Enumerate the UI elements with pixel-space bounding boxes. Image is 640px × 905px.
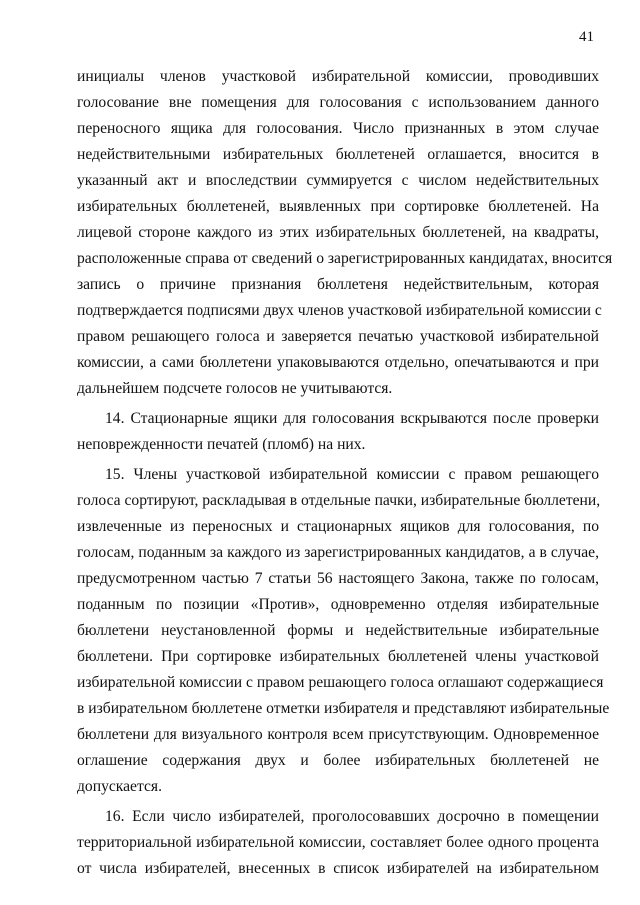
text-line: в избирательном бюллетене отметки избирателя и представляют избирательные [77, 700, 610, 717]
text-line: бюллетени неустановленной формы и недействительные избирательные [77, 622, 599, 639]
text-line: территориальной избирательной комиссии, составляет более одного процента [77, 834, 599, 851]
text-line: голосование вне помещения для голосования с использованием данного [77, 94, 599, 111]
body-text [77, 64, 613, 882]
paragraph-16 [77, 804, 599, 882]
text-line: 16. Если число избирателей, проголосовавших досрочно в помещении [105, 808, 599, 825]
text-line: избирательной комиссии с правом решающего голоса оглашают содержащиеся [77, 674, 604, 691]
text-line: поданным по позиции «Против», одновременно отделяя избирательные [77, 596, 599, 613]
text-line: правом решающего голоса и заверяется печатью участковой избирательной [77, 328, 599, 345]
text-line: неповрежденности печатей (пломб) на них. [77, 436, 366, 453]
text-line: бюллетени. При сортировке избирательных бюллетеней члены участковой [77, 648, 599, 665]
text-line: голосам, поданным за каждого из зарегистрированных кандидатов, а в случае, [77, 544, 599, 561]
text-line: 14. Стационарные ящики для голосования вскрываются после проверки [105, 410, 599, 427]
text-line: бюллетени для визуального контроля всем присутствующим. Одновременное [77, 726, 599, 743]
text-line: от числа избирателей, внесенных в список избирателей на избирательном [77, 860, 599, 877]
text-line: указанный акт и впоследствии суммируется с числом недействительных [77, 172, 599, 189]
paragraph-15 [77, 462, 610, 800]
text-line: оглашение содержания двух и более избирательных бюллетеней не [77, 752, 599, 769]
text-line: недействительными избирательных бюллетеней оглашается, вносится в [77, 146, 599, 163]
text-line: дальнейшем подсчете голосов не учитываются. [77, 380, 393, 397]
text-line: инициалы членов участковой избирательной комиссии, проводивших [77, 68, 599, 85]
text-line: расположенные справа от сведений о зарегистрированных кандидатах, вносится [77, 250, 613, 267]
text-line: извлеченные из переносных и стационарных ящиков для голосования, по [77, 518, 599, 535]
paragraph-continuation [77, 64, 613, 402]
text-line: лицевой стороне каждого из этих избирательных бюллетеней, на квадраты, [77, 224, 599, 241]
text-line: 15. Члены участковой избирательной комиссии с правом решающего [105, 466, 599, 483]
page-number: 41 [579, 29, 594, 45]
text-line: запись о причине признания бюллетеня недействительным, которая [77, 276, 599, 293]
text-line: переносного ящика для голосования. Число признанных в этом случае [77, 120, 599, 137]
text-line: подтверждается подписями двух членов участковой избирательной комиссии с [77, 302, 602, 319]
text-line: допускается. [77, 778, 162, 795]
text-line: голоса сортируют, раскладывая в отдельные пачки, избирательные бюллетени, [77, 492, 601, 509]
text-line: избирательных бюллетеней, выявленных при сортировке бюллетеней. На [77, 198, 599, 215]
paragraph-14 [77, 406, 599, 458]
text-line: комиссии, а сами бюллетени упаковываются отдельно, опечатываются и при [77, 354, 599, 371]
text-line: предусмотренном частью 7 статьи 56 настоящего Закона, также по голосам, [77, 570, 599, 587]
